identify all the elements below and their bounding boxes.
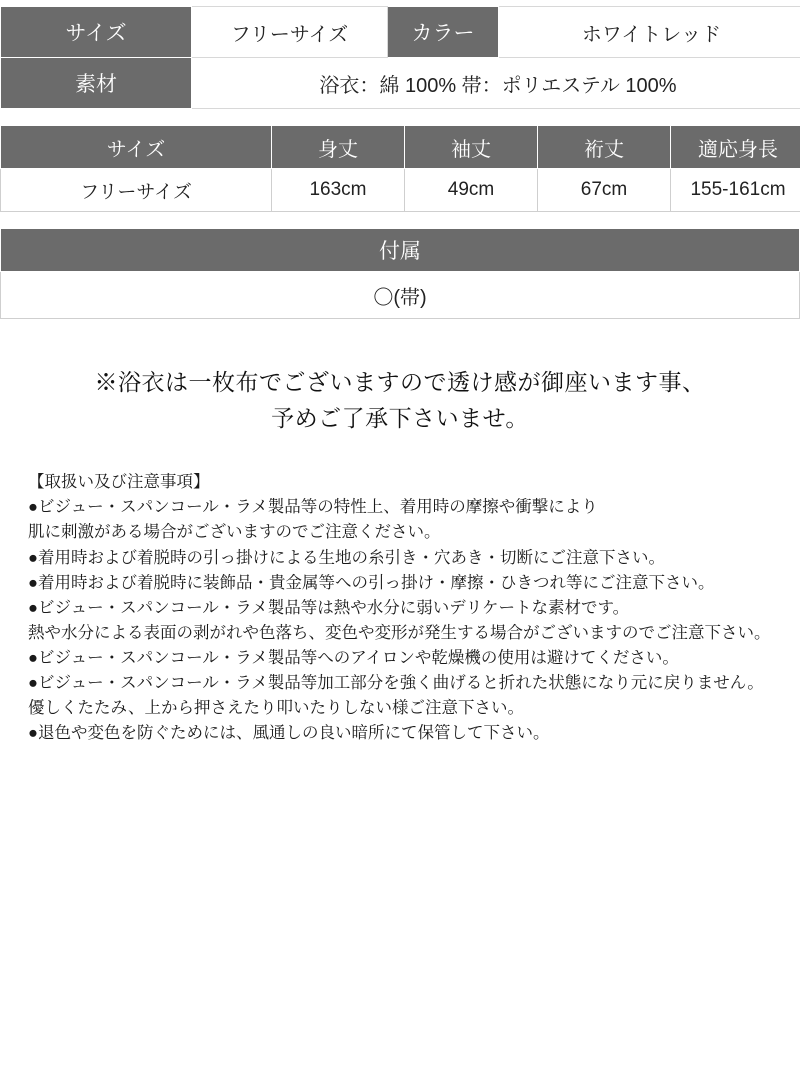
table-row [1, 272, 800, 319]
table-header-row [1, 126, 800, 169]
care-line: ●着用時および着脱時の引っ掛けによる生地の糸引き・穴あき・切断にご注意下さい。 [28, 546, 800, 571]
care-instructions [0, 470, 800, 746]
care-line: ●ビジュー・スパンコール・ラメ製品等加工部分を強く曲げると折れた状態になり元に戻りません。 [28, 671, 800, 696]
product-spec-page [0, 6, 800, 746]
accessory-table [0, 228, 800, 319]
care-line: ●着用時および着脱時に装飾品・貴金属等への引っ掛け・摩擦・ひきつれ等にご注意下さい。 [28, 571, 800, 596]
spec-value-material: 浴衣：綿 100% 帯：ポリエステル 100% [192, 58, 800, 109]
table-header-row [1, 229, 800, 272]
care-line: ●ビジュー・スパンコール・ラメ製品等の特性上、着用時の摩擦や衝撃により [28, 495, 800, 520]
measure-header-yuki: 裄丈 [538, 126, 671, 169]
table-row [1, 169, 800, 212]
care-line: ●ビジュー・スパンコール・ラメ製品等は熱や水分に弱いデリケートな素材です。 [28, 596, 800, 621]
notice-line-2: 予めご了承下さいませ。 [0, 401, 800, 437]
table-row [1, 58, 800, 109]
measure-value-yuki: 67cm [538, 169, 671, 212]
measure-header-size: サイズ [1, 126, 272, 169]
care-line: 優しくたたみ、上から押さえたり叩いたりしない様ご注意下さい。 [28, 696, 800, 721]
accessory-header: 付属 [1, 229, 800, 272]
measure-header-length: 身丈 [272, 126, 405, 169]
transparency-notice [0, 365, 800, 436]
measure-value-length: 163cm [272, 169, 405, 212]
spec-value-size: フリーサイズ [192, 7, 388, 58]
spec-label-material: 素材 [1, 58, 192, 109]
accessory-value: 〇(帯) [1, 272, 800, 319]
measure-value-size: フリーサイズ [1, 169, 272, 212]
care-title: 【取扱い及び注意事項】 [28, 470, 800, 495]
measure-value-height: 155-161cm [671, 169, 800, 212]
spec-table [0, 6, 800, 109]
measure-header-sleeve: 袖丈 [405, 126, 538, 169]
care-line: ●ビジュー・スパンコール・ラメ製品等へのアイロンや乾燥機の使用は避けてください。 [28, 646, 800, 671]
measure-header-height: 適応身長 [671, 126, 800, 169]
measure-value-sleeve: 49cm [405, 169, 538, 212]
spec-label-size: サイズ [1, 7, 192, 58]
table-row [1, 7, 800, 58]
care-line: 肌に刺激がある場合がございますのでご注意ください。 [28, 520, 800, 545]
spec-label-color: カラー [388, 7, 499, 58]
care-line: 熱や水分による表面の剥がれや色落ち、変色や変形が発生する場合がございますのでご注意下さい。 [28, 621, 800, 646]
care-line: ●退色や変色を防ぐためには、風通しの良い暗所にて保管して下さい。 [28, 721, 800, 746]
measurement-table [0, 125, 800, 212]
spec-value-color: ホワイトレッド [499, 7, 800, 58]
notice-line-1: ※浴衣は一枚布でございますので透け感が御座います事、 [0, 365, 800, 401]
